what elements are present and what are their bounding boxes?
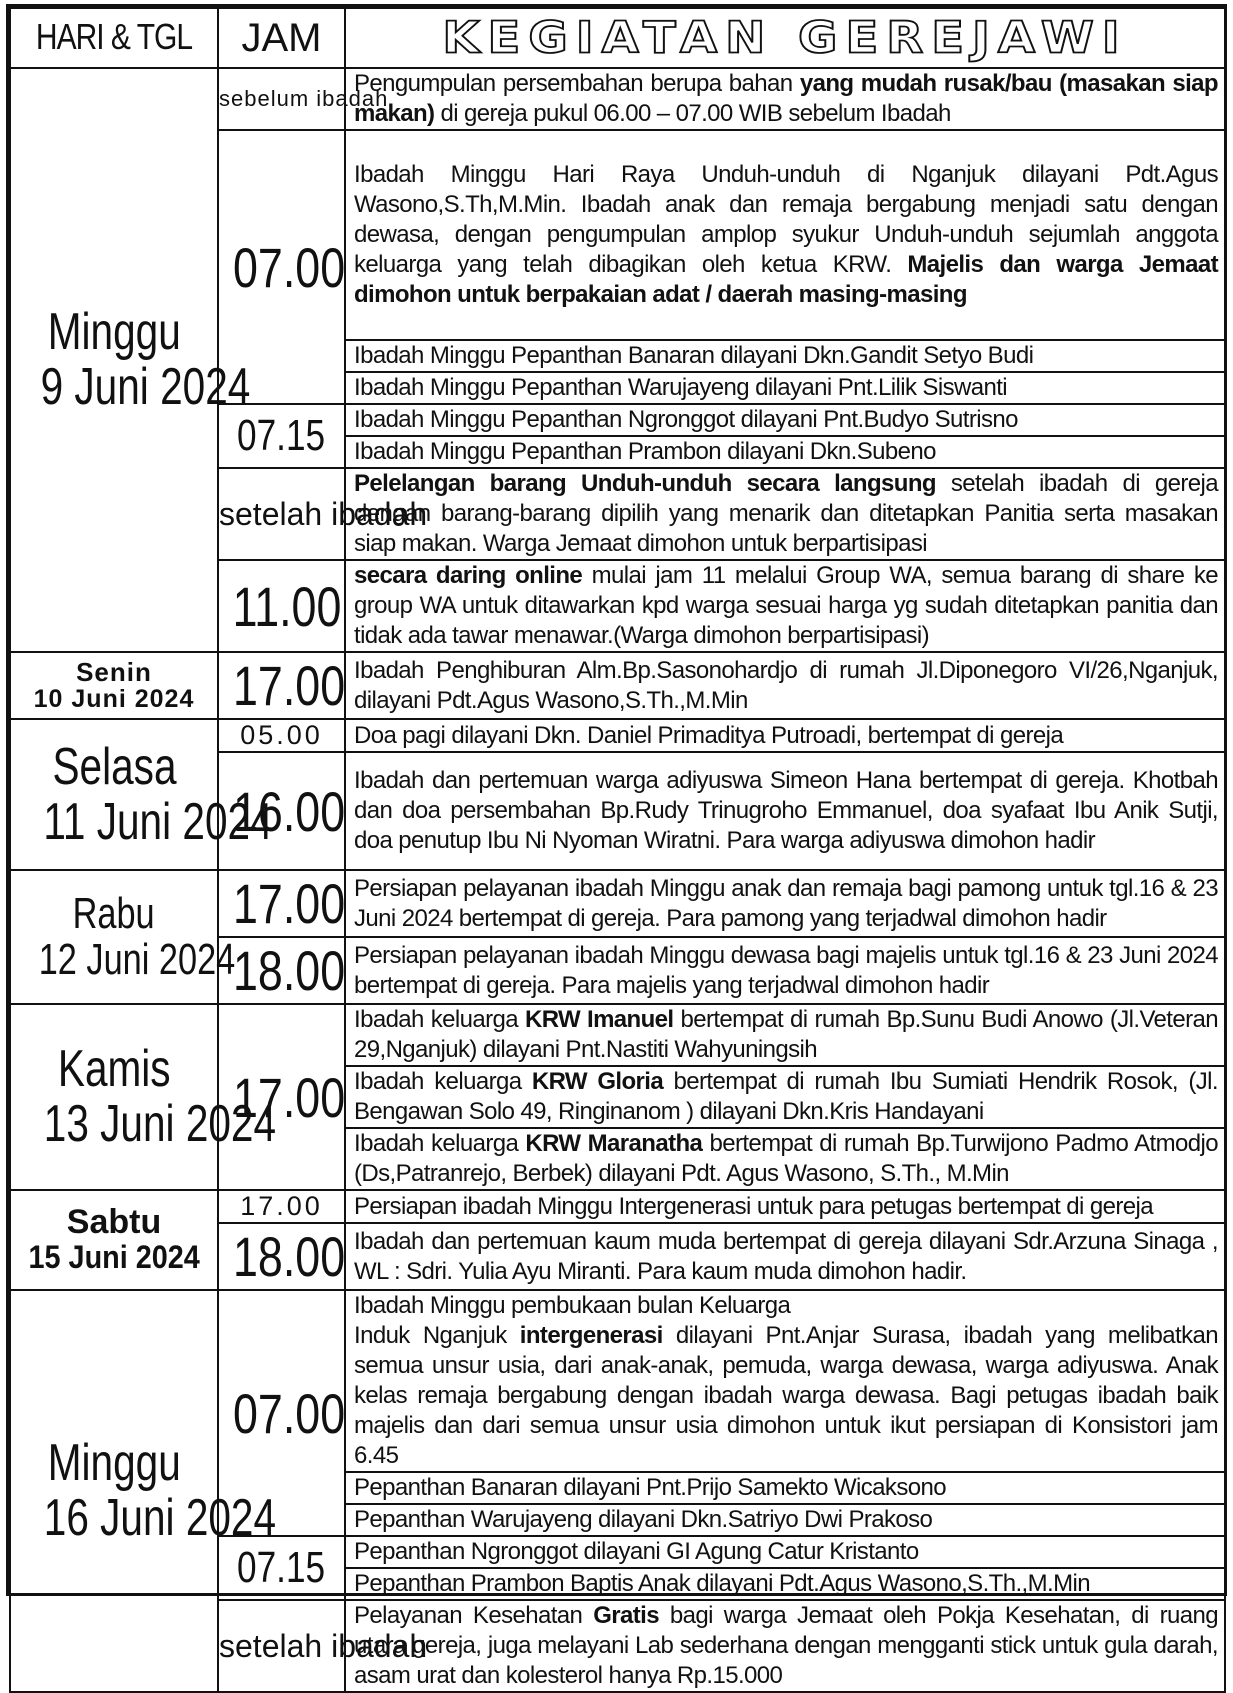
day-cell — [10, 1004, 277, 1190]
activity-text: Ibadah Penghiburan Alm.Bp.Sasonohardjo di rumah Jl.Diponegoro VI/26,Nganjuk, dilayani Pdt.Agus Wasono,S.Th.,M.Min — [354, 656, 1218, 714]
header-row — [10, 8, 1225, 68]
activity-text: Ibadah Minggu Pepanthan Prambon dilayani Dkn.Subeno — [354, 438, 936, 465]
activity-text: bagi warga Jemaat oleh Pokja Kesehatan, di ruang utara gereja, juga melayani Lab sederhana dengan mengganti stick untuk gula darah, asam urat dan kolesterol hanya Rp.15.000 — [354, 1602, 1219, 1689]
time-value: 18.00 — [233, 1225, 346, 1288]
activity-cell — [345, 1536, 1225, 1568]
activity-cell — [345, 752, 1225, 870]
time-cell — [218, 1004, 345, 1190]
activity-text: bertempat di rumah Ibu Sumiati Hendrik Rosok, (Jl. Bengawan Solo 49, Ringinanom ) dilayani Dkn.Kris Handayani — [354, 1068, 1218, 1125]
activity-cell — [345, 1128, 1225, 1190]
activity-text: Pepanthan Banaran dilayani Pnt.Prijo Samekto Wicaksono — [354, 1474, 946, 1501]
table-row — [10, 1004, 1225, 1066]
time-value: 07.15 — [237, 1543, 326, 1592]
activity-cell — [345, 468, 1225, 560]
time-cell — [218, 68, 389, 130]
day-date: 10 Juni 2024 — [33, 685, 195, 714]
activity-cell — [345, 1600, 1225, 1692]
day-name: Senin — [76, 656, 152, 687]
activity-cell — [345, 719, 1225, 752]
time-cell — [218, 870, 345, 937]
activity-cell — [345, 130, 1225, 340]
time-cell — [218, 560, 345, 652]
activity-text: Pepanthan Ngronggot dilayani GI Agung Catur Kristanto — [354, 1538, 919, 1565]
activity-cell — [345, 1190, 1225, 1223]
activity-text: setelah ibadah di gereja dengan barang-barang dipilih yang menarik dan ditetapkan Panitia serta masakan siap makan. Warga Jemaat dimohon untuk berpartisipasi — [354, 470, 1218, 557]
activity-text-bold: secara daring online — [354, 562, 583, 589]
activity-text: Persiapan pelayanan ibadah Minggu anak dan remaja bagi pamong untuk tgl.16 & 23 Juni 2024 bertempat di gereja. Para pamong yang terjadwal dimohon hadir — [354, 874, 1218, 932]
activity-text: Pengumpulan persembahan berupa bahan — [354, 70, 800, 97]
activity-text: Induk Nganjuk — [354, 1322, 520, 1349]
time-value: 07.00 — [233, 1381, 346, 1445]
activity-text-bold: KRW Maranatha — [525, 1130, 703, 1157]
time-value: 17.00 — [233, 872, 346, 935]
header-day: HARI & TGL — [10, 8, 218, 68]
activity-text-bold: Majelis dan warga Jemaat dimohon untuk berpakaian adat / daerah masing-masing — [354, 251, 1218, 308]
activity-text-bold: Pelelangan barang Unduh-unduh secara langsung — [354, 470, 936, 497]
activity-text: Pepanthan Warujayeng dilayani Dkn.Satriyo Dwi Prakoso — [354, 1506, 933, 1533]
time-cell — [218, 652, 345, 719]
activity-cell — [345, 560, 1225, 652]
table-row — [10, 870, 1225, 937]
time-cell — [218, 1190, 345, 1223]
time-value: 16.00 — [233, 779, 346, 843]
activity-cell — [345, 340, 1225, 372]
time-cell — [218, 1600, 428, 1692]
table-row — [10, 1290, 1225, 1472]
activity-text: Ibadah Minggu Pepanthan Ngronggot dilayani Pnt.Budyo Sutrisno — [354, 406, 1018, 433]
time-value: 17.00 — [240, 1191, 323, 1221]
table-row — [10, 1190, 1225, 1223]
activity-text: bertempat di rumah Bp.Turwijono Padmo Atmodjo (Ds,Patranrejo, Berbek) dilayani Pdt. Agus Wasono, S.Th., M.Min — [354, 1130, 1218, 1187]
activity-cell — [345, 1568, 1225, 1600]
activity-text: Ibadah dan pertemuan warga adiyuswa Simeon Hana bertempat di gereja. Khotbah dan doa persembahan Bp.Rudy Trinugroho Emmanuel, doa syafaat Ibu Anik Sutji, doa penutup Ibu Ni Nyoman Wiratni. Para warga adiyuswa dimohon hadir — [354, 767, 1218, 854]
time-value: 17.00 — [233, 1065, 346, 1129]
activity-text: Pepanthan Prambon Baptis Anak dilayani Pdt.Agus Wasono,S.Th.,M.Min — [354, 1570, 1090, 1597]
activity-cell — [345, 652, 1225, 719]
day-cell — [10, 1190, 218, 1290]
day-name: Rabu — [72, 888, 156, 938]
activity-text: Ibadah keluarga — [354, 1068, 532, 1095]
day-name: Sabtu — [66, 1203, 162, 1242]
time-cell — [218, 1223, 345, 1290]
activity-cell — [345, 1472, 1225, 1504]
activity-cell — [345, 372, 1225, 404]
activity-text: Doa pagi dilayani Dkn. Daniel Primaditya Putroadi, bertempat di gereja — [354, 721, 1064, 749]
activity-text-bold: intergenerasi — [519, 1322, 663, 1349]
time-cell — [218, 1536, 345, 1600]
activity-text-bold: KRW Imanuel — [524, 1006, 674, 1033]
day-date: 16 Juni 2024 — [43, 1489, 277, 1547]
activity-text: Ibadah Minggu Pepanthan Warujayeng dilayani Pnt.Lilik Siswanti — [354, 374, 1007, 401]
activity-cell — [345, 1066, 1225, 1128]
time-value: setelah ibadah — [219, 495, 428, 532]
activity-text: bertempat di rumah Bp.Sunu Budi Anowo (Jl.Veteran 29,Nganjuk) dilayani Pnt.Nastiti Wahyuningsih — [354, 1006, 1218, 1063]
time-cell — [218, 468, 428, 560]
activity-text: Persiapan pelayanan ibadah Minggu dewasa bagi majelis untuk tgl.16 & 23 Juni 2024 bertempat di gereja. Para majelis yang terjadwal dimohon hadir — [354, 941, 1218, 999]
activity-text: Persiapan ibadah Minggu Intergenerasi untuk para petugas bertempat di gereja — [354, 1192, 1153, 1220]
time-value: 05.00 — [240, 720, 323, 750]
day-name: Kamis — [57, 1040, 171, 1099]
day-name: Minggu — [47, 1434, 181, 1493]
schedule-table — [9, 7, 1226, 1693]
table-row — [10, 719, 1225, 752]
activity-cell — [345, 1004, 1225, 1066]
time-value: 17.00 — [233, 654, 346, 717]
day-date: 9 Juni 2024 — [40, 358, 251, 416]
time-value: 07.00 — [233, 235, 346, 299]
activity-text: mulai jam 11 melalui Group WA, semua barang di share ke group WA untuk ditawarkan kpd warga sesuai harga yg sudah ditetapkan panitia dan tidak ada tawar menawar.(Warga dimohon berpartisipasi) — [354, 562, 1218, 649]
activity-text: Ibadah Minggu pembukaan bulan Keluarga — [354, 1292, 791, 1319]
activity-cell — [345, 1504, 1225, 1536]
activity-cell — [345, 68, 1225, 130]
activity-cell — [345, 1290, 1225, 1472]
activity-text: dilayani Pnt.Anjar Surasa, ibadah yang melibatkan semua unsur usia, dari anak-anak, pemuda, warga dewasa, warga adiyuswa. Anak kelas remaja bergabung dengan ibadah warga dewasa. Bagi petugas ibadah baik majelis dan dari semua unsur usia dimohon untuk ikut persiapan di Konsistori jam 6.45 — [354, 1322, 1218, 1469]
day-date: 15 Juni 2024 — [28, 1239, 200, 1276]
table-row — [10, 652, 1225, 719]
day-cell — [10, 1290, 277, 1692]
time-value: 11.00 — [232, 574, 342, 638]
day-date: 12 Juni 2024 — [38, 935, 236, 984]
activity-text: Ibadah Minggu Hari Raya Unduh-unduh di Nganjuk dilayani Pdt.Agus Wasono,S.Th,M.Min. Ibadah anak dan remaja bergabung menjadi satu dengan dewasa, dengan pengumpulan amplop syukur Unduh-unduh sejumlah anggota keluarga yang telah dibagikan oleh ketua KRW. — [354, 161, 1218, 278]
activity-cell — [345, 1223, 1225, 1290]
time-value: 18.00 — [233, 939, 346, 1002]
day-date: 11 Juni 2024 — [43, 792, 273, 851]
activity-cell — [345, 404, 1225, 436]
activity-text: di gereja pukul 06.00 – 07.00 WIB sebelum Ibadah — [434, 100, 951, 127]
activity-cell — [345, 870, 1225, 937]
day-cell — [10, 652, 218, 719]
time-value: setelah ibadah — [219, 1627, 428, 1664]
time-value: 07.15 — [237, 411, 326, 460]
activity-text-bold: KRW Gloria — [531, 1068, 664, 1095]
day-cell — [10, 719, 273, 870]
activity-text: Ibadah dan pertemuan kaum muda bertempat di gereja dilayani Sdr.Arzuna Sinaga , WL : Sdri. Yulia Ayu Miranti. Para kaum muda dimohon hadir. — [354, 1227, 1218, 1285]
activity-text: Pelayanan Kesehatan — [354, 1602, 594, 1629]
activity-cell — [345, 937, 1225, 1004]
day-name: Selasa — [51, 737, 177, 796]
activity-text-bold: yang mudah rusak/bau (masakan siap makan) — [354, 70, 1218, 127]
header-activity: KEGIATAN GEREJAWI — [345, 8, 1225, 68]
activity-text: Ibadah keluarga — [354, 1130, 526, 1157]
day-date: 13 Juni 2024 — [43, 1095, 277, 1153]
header-time: JAM — [218, 8, 345, 68]
activity-cell — [345, 436, 1225, 468]
day-name: Minggu — [47, 303, 181, 362]
time-cell — [218, 937, 345, 1004]
time-value: sebelum ibadah — [219, 86, 389, 112]
table-row — [10, 68, 1225, 130]
activity-text-bold: Gratis — [593, 1602, 659, 1629]
day-cell — [10, 68, 251, 652]
time-cell — [218, 719, 345, 752]
time-cell — [218, 404, 345, 468]
time-cell — [218, 752, 345, 870]
day-cell — [10, 870, 236, 1004]
activity-text: Ibadah Minggu Pepanthan Banaran dilayani Dkn.Gandit Setyo Budi — [354, 342, 1034, 369]
activity-text: Ibadah keluarga — [354, 1006, 525, 1033]
schedule-sheet — [6, 4, 1227, 1689]
